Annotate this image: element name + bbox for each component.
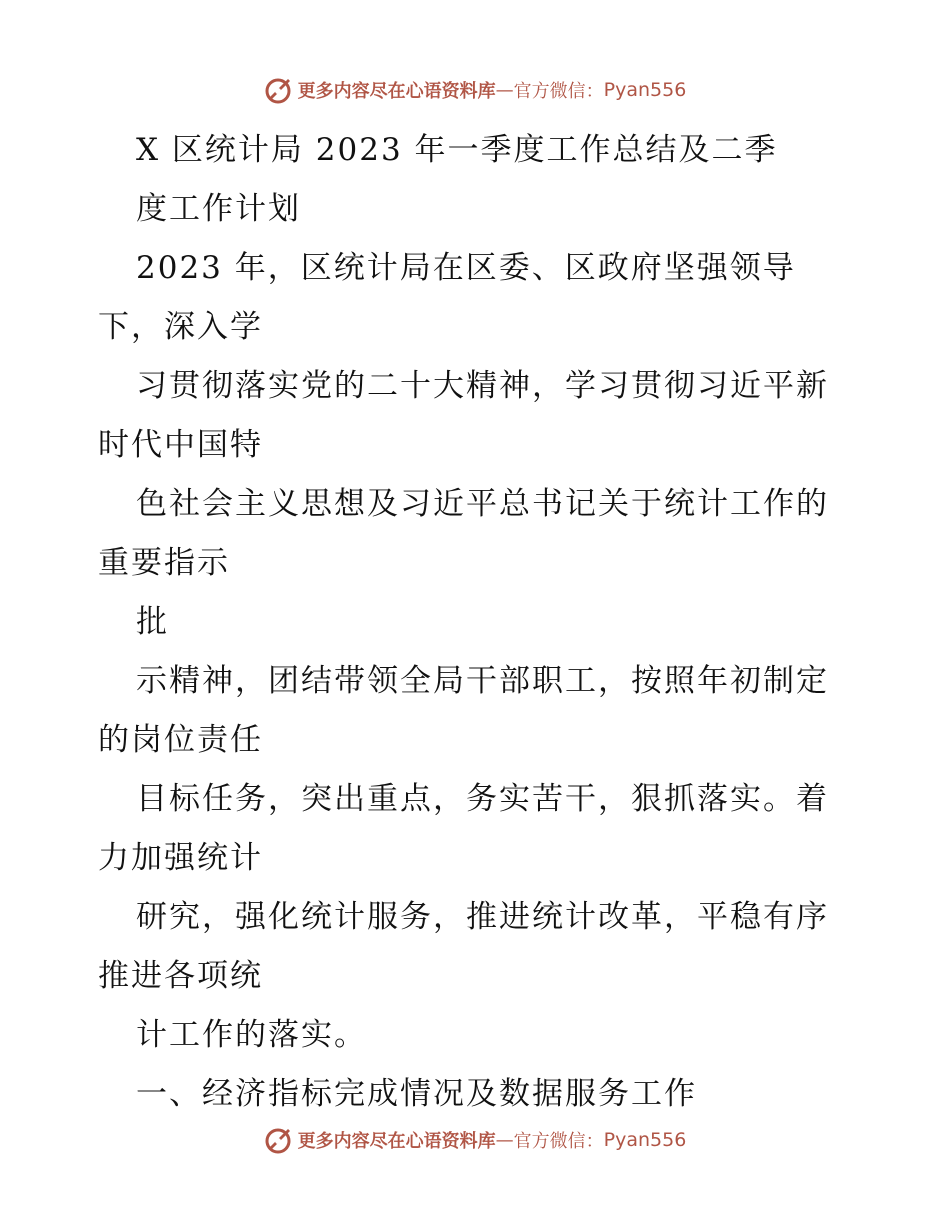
paragraph-line: 重要指示 xyxy=(98,545,230,581)
banner-main-text: 更多内容尽在心语资料库 xyxy=(297,81,496,102)
paragraph-line: 下，深入学 xyxy=(98,309,263,345)
banner-contact-label: 官方微信： xyxy=(513,81,604,102)
banner-contact-id: Pyan556 xyxy=(603,1129,687,1151)
banner-main-text: 更多内容尽在心语资料库 xyxy=(297,1131,496,1152)
banner-separator: — xyxy=(495,79,514,101)
document-body xyxy=(98,121,858,1124)
banner-contact-id: Pyan556 xyxy=(603,79,687,101)
section-heading: 一、经济指标完成情况及数据服务工作 xyxy=(136,1076,697,1112)
paragraph-line: 示精神，团结带领全局干部职工，按照年初制定 xyxy=(136,663,829,699)
paragraph-line: 计工作的落实。 xyxy=(136,1017,367,1053)
paragraph-line: 的岗位责任 xyxy=(98,722,263,758)
header-banner xyxy=(0,70,950,110)
paragraph-line: 色社会主义思想及习近平总书记关于统计工作的 xyxy=(136,486,829,522)
paragraph-line: 力加强统计 xyxy=(98,840,263,876)
paragraph-line: 目标任务，突出重点，务实苦干，狠抓落实。着 xyxy=(136,781,829,817)
pen-logo-icon xyxy=(264,1125,294,1155)
title-line-2: 度工作计划 xyxy=(136,191,301,227)
paragraph-line: 批 xyxy=(136,604,169,640)
footer-banner xyxy=(0,1120,950,1160)
paragraph-line: 2023 年，区统计局在区委、区政府坚强领导 xyxy=(136,250,796,286)
paragraph-line: 研究，强化统计服务，推进统计改革，平稳有序 xyxy=(136,899,829,935)
title-line-1: X 区统计局 2023 年一季度工作总结及二季 xyxy=(136,132,778,168)
banner-separator: — xyxy=(495,1129,514,1151)
paragraph-line: 推进各项统 xyxy=(98,958,263,994)
pen-logo-icon xyxy=(264,75,294,105)
paragraph-line: 时代中国特 xyxy=(98,427,263,463)
banner-contact-label: 官方微信： xyxy=(513,1131,604,1152)
paragraph-line: 习贯彻落实党的二十大精神，学习贯彻习近平新 xyxy=(136,368,829,404)
